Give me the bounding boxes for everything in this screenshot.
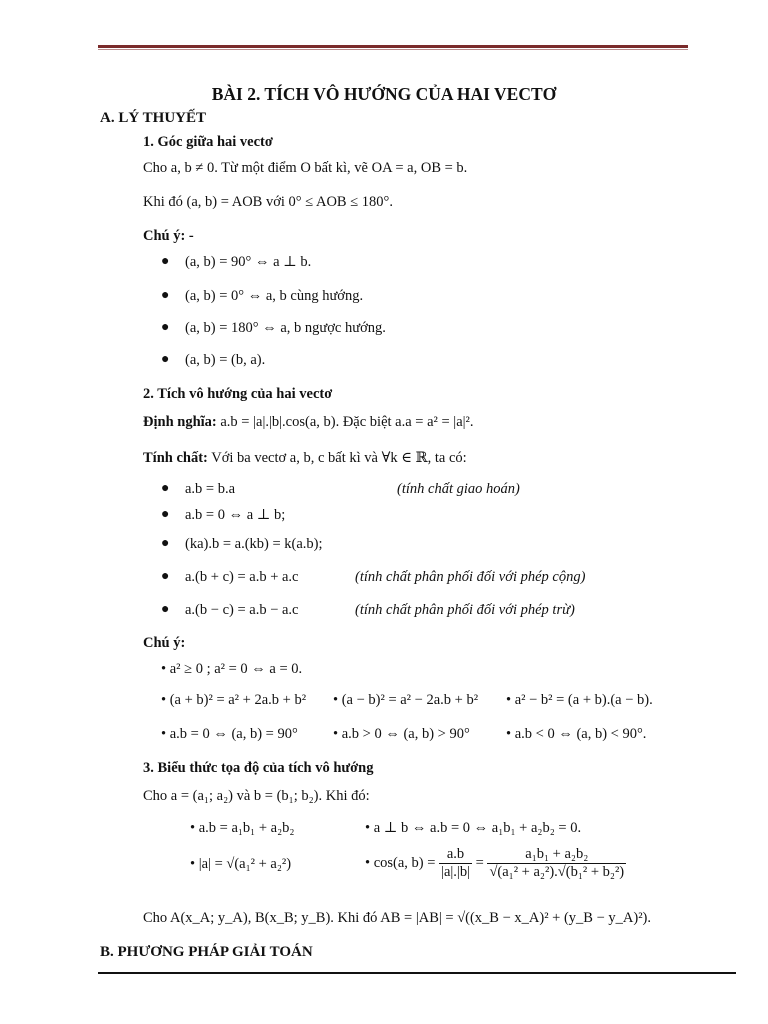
note-perpendicular: (a, b) = 90° ⇔ a ⊥ b. bbox=[185, 254, 312, 270]
formula-perpendicular-coordinates: • a ⊥ b ⇔ a.b = 0 ⇔ a₁b₁ + a₂b₂ = 0. bbox=[365, 820, 582, 836]
cosine-fraction-2 bbox=[487, 846, 626, 881]
text-angle-setup: Cho a, b ≠ 0. Từ một điểm O bất kì, vẽ OA = a, OB = b. bbox=[143, 160, 468, 176]
page-title: BÀI 2. TÍCH VÔ HƯỚNG CỦA HAI VECTƠ bbox=[211, 84, 557, 104]
properties-text: Với ba vectơ a, b, c bất kì và ∀k ∈ ℝ, ta có: bbox=[207, 450, 467, 466]
note-symmetric-angle: (a, b) = (b, a). bbox=[185, 352, 266, 368]
definition-text: a.b = |a|.|b|.cos(a, b). Đặc biệt a.a = a² = |a|². bbox=[216, 414, 474, 430]
text-coordinates-given: Cho a = (a₁; a₂) và b = (b₁; b₂). Khi đó: bbox=[143, 788, 370, 804]
note-same-direction: (a, b) = 0° ⇔ a, b cùng hướng. bbox=[185, 288, 364, 304]
note-diff-squares: • a² − b² = (a + b).(a − b). bbox=[506, 692, 653, 708]
note-dot-zero: • a.b = 0 ⇔ (a, b) = 90° bbox=[161, 726, 298, 742]
bullet-icon: ● bbox=[161, 288, 170, 303]
bullet-icon: ● bbox=[161, 481, 170, 496]
text-angle-definition: Khi đó (a, b) = AOB với 0° ≤ AOB ≤ 180°. bbox=[143, 194, 393, 210]
note-heading-2: Chú ý: bbox=[143, 635, 186, 651]
note-heading-1: Chú ý: - bbox=[143, 228, 194, 244]
top-rule bbox=[98, 45, 688, 48]
property-distributive-add: a.(b + c) = a.b + a.c bbox=[185, 569, 299, 585]
definition-line bbox=[143, 414, 474, 431]
property-distributive-add-note: (tính chất phân phối đối với phép cộng) bbox=[355, 569, 586, 585]
property-zero: a.b = 0 ⇔ a ⊥ b; bbox=[185, 507, 286, 523]
property-commutative: a.b = b.a bbox=[185, 481, 236, 497]
formula-dot-coordinates: • a.b = a₁b₁ + a₂b₂ bbox=[190, 820, 295, 836]
bullet-icon: ● bbox=[161, 320, 170, 335]
property-scalar: (ka).b = a.(kb) = k(a.b); bbox=[185, 536, 323, 552]
note-dot-positive: • a.b > 0 ⇔ (a, b) > 90° bbox=[333, 726, 470, 742]
section-b-heading: B. PHƯƠNG PHÁP GIẢI TOÁN bbox=[100, 944, 313, 960]
bullet-icon: ● bbox=[161, 569, 170, 584]
note-square-nonneg: • a² ≥ 0 ; a² = 0 ⇔ a = 0. bbox=[161, 661, 303, 677]
note-opposite-direction: (a, b) = 180° ⇔ a, b ngược hướng. bbox=[185, 320, 386, 336]
cosine-prefix: • cos(a, b) = bbox=[365, 854, 436, 871]
definition-label: Định nghĩa: bbox=[143, 414, 217, 430]
properties-label: Tính chất: bbox=[143, 450, 208, 466]
top-rule-thin bbox=[98, 49, 688, 50]
properties-line bbox=[143, 450, 467, 467]
bullet-icon: ● bbox=[161, 507, 170, 522]
formula-magnitude: • |a| = √(a₁² + a₂²) bbox=[190, 856, 292, 872]
heading-angle-between-vectors: 1. Góc giữa hai vectơ bbox=[143, 134, 273, 150]
cosine-fraction-1 bbox=[439, 846, 472, 881]
section-a-heading: A. LÝ THUYẾT bbox=[100, 110, 206, 126]
formula-cosine bbox=[365, 846, 626, 881]
cosine-fraction-1-denominator: |a|.|b| bbox=[441, 864, 470, 880]
bullet-icon: ● bbox=[161, 602, 170, 617]
note-square-diff: • (a − b)² = a² − 2a.b + b² bbox=[333, 692, 479, 708]
cosine-fraction-2-numerator: a₁b₁ + a₂b₂ bbox=[487, 846, 626, 864]
bullet-icon: ● bbox=[161, 352, 170, 367]
cosine-fraction-1-numerator: a.b bbox=[439, 846, 472, 864]
note-dot-negative: • a.b < 0 ⇔ (a, b) < 90°. bbox=[506, 726, 647, 742]
heading-dot-product: 2. Tích vô hướng của hai vectơ bbox=[143, 386, 333, 402]
bullet-icon: ● bbox=[161, 254, 170, 269]
note-square-sum: • (a + b)² = a² + 2a.b + b² bbox=[161, 692, 307, 708]
property-commutative-note: (tính chất giao hoán) bbox=[397, 481, 520, 497]
property-distributive-sub: a.(b − c) = a.b − a.c bbox=[185, 602, 299, 618]
bullet-icon: ● bbox=[161, 536, 170, 551]
heading-coordinate-expression: 3. Biểu thức tọa độ của tích vô hướng bbox=[143, 760, 374, 776]
bottom-rule bbox=[98, 972, 736, 974]
cosine-equals: = bbox=[475, 854, 484, 871]
cosine-fraction-2-denominator: √(a₁² + a₂²).√(b₁² + b₂²) bbox=[489, 864, 625, 880]
formula-distance: Cho A(x_A; y_A), B(x_B; y_B). Khi đó AB = |AB| = √((x_B − x_A)² + (y_B − y_A)²). bbox=[143, 910, 652, 926]
property-distributive-sub-note: (tính chất phân phối đối với phép trừ) bbox=[355, 602, 575, 618]
